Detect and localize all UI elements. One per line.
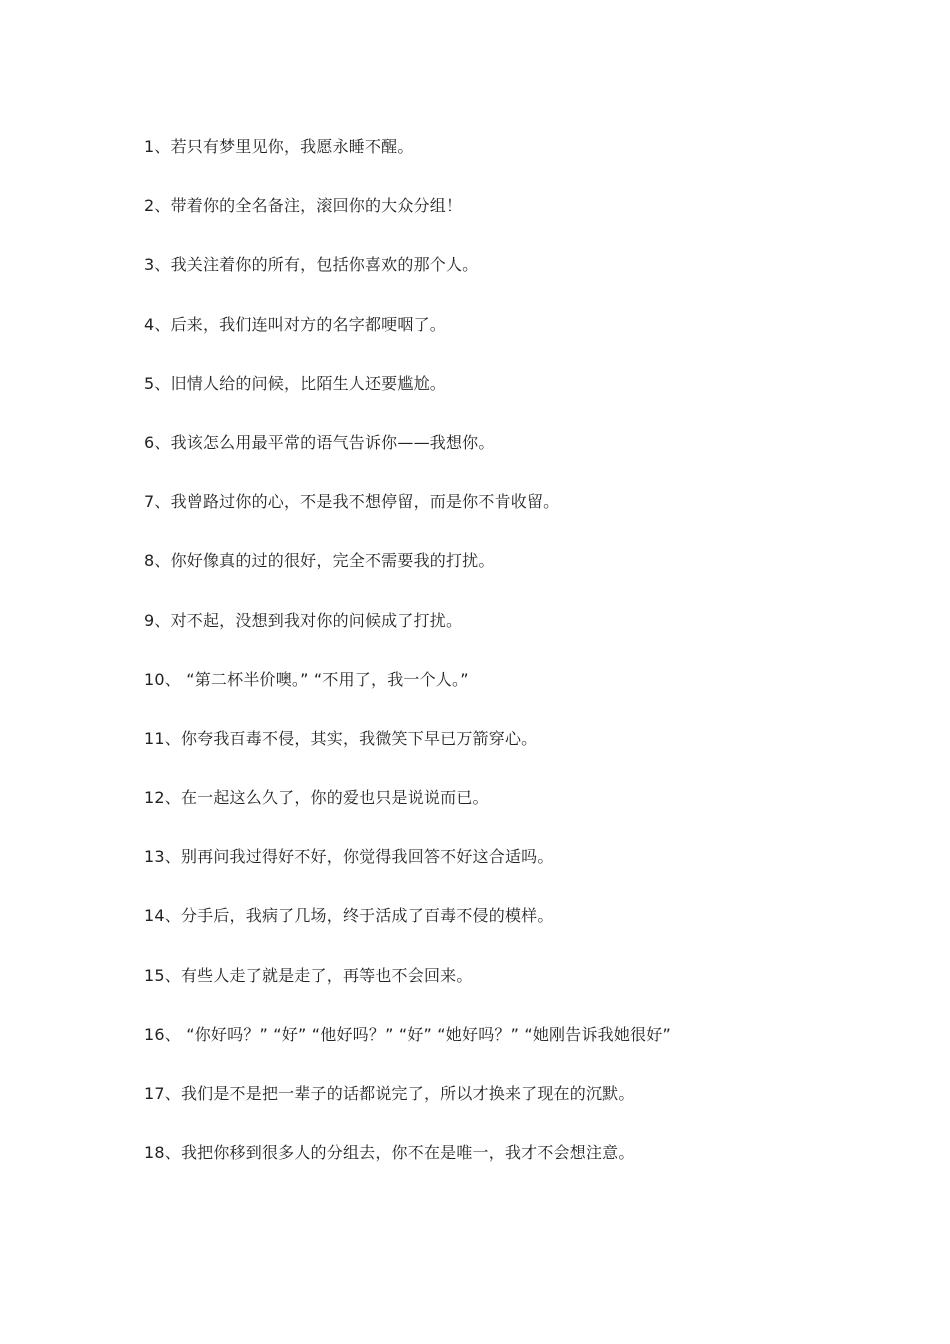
quote-line-10: 10、 “第二杯半价噢。” “不用了，我一个人。” [144,669,469,689]
quote-line-17: 17、我们是不是把一辈子的话都说完了，所以才换来了现在的沉默。 [144,1084,635,1103]
quote-line-15: 15、有些人走了就是走了，再等也不会回来。 [144,965,473,985]
quote-line-7: 7、我曾路过你的心，不是我不想停留，而是你不肯收留。 [144,492,560,512]
quote-line-13: 13、别再问我过得好不好，你觉得我回答不好这合适吗。 [144,847,554,867]
quote-line-9: 9、对不起，没想到我对你的问候成了打扰。 [144,610,463,630]
quote-list [144,133,904,1198]
quote-line-12: 12、在一起这么久了，你的爱也只是说说而已。 [144,788,489,808]
quote-line-4: 4、后来，我们连叫对方的名字都哽咽了。 [144,314,446,334]
quote-line-16: 16、 “你好吗？” “好” “他好吗？” “好” “她好吗？” “她刚告诉我她很好” [144,1024,671,1044]
quote-line-14: 14、分手后，我病了几场，终于活成了百毒不侵的模样。 [144,906,554,926]
quote-line-6: 6、我该怎么用最平常的语气告诉你——我想你。 [144,432,495,452]
quote-line-5: 5、旧情人给的问候，比陌生人还要尴尬。 [144,373,446,393]
quote-line-1: 1、若只有梦里见你，我愿永睡不醒。 [144,137,414,156]
quote-line-2: 2、带着你的全名备注，滚回你的大众分组！ [144,196,463,216]
quote-line-3: 3、我关注着你的所有，包括你喜欢的那个人。 [144,255,479,275]
quote-line-8: 8、你好像真的过的很好，完全不需要我的打扰。 [144,551,495,571]
quote-line-18: 18、我把你移到很多人的分组去，你不在是唯一，我才不会想注意。 [144,1143,635,1163]
quote-line-11: 11、你夸我百毒不侵，其实，我微笑下早已万箭穿心。 [144,728,538,748]
